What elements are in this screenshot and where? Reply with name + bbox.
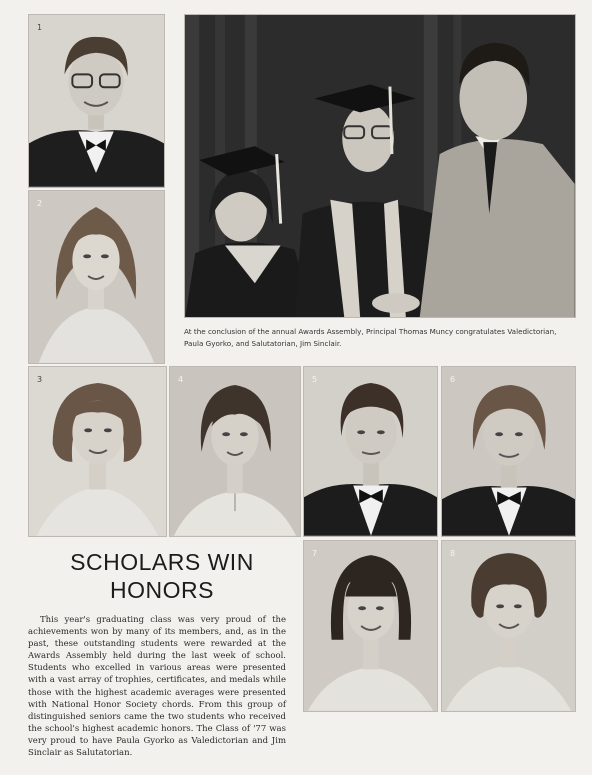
headline-line-1: SCHOLARS WIN bbox=[70, 549, 254, 575]
portrait-image bbox=[304, 541, 437, 711]
portrait-number: 2 bbox=[37, 199, 43, 208]
portrait-7 bbox=[303, 540, 438, 712]
main-photo-image bbox=[185, 15, 575, 317]
article-body: This year's graduating class was very proud of the achievements won by many of its members, and, as in the past, these outstanding students were rewarded at the Awards Assembly held during the last week of school. Students who excelled in various areas were presented with a vast array of trophies, certificates, and medals while those with the highest academic averages were presented with National Honor Society chords. From this group of distinguished seniors came the two students who received the school's highest academic honors. The Class of '77 was very proud to have Paula Gyorko as Valedictorian and Jim Sinclair as Salutatorian. bbox=[28, 615, 286, 759]
portrait-number: 3 bbox=[37, 375, 43, 384]
article-headline bbox=[28, 548, 296, 604]
portrait-image bbox=[29, 367, 166, 536]
portrait-1 bbox=[28, 14, 165, 188]
headline-line-2: HONORS bbox=[110, 577, 214, 603]
portrait-image bbox=[29, 191, 164, 363]
portrait-image bbox=[442, 367, 575, 536]
portrait-number: 6 bbox=[450, 375, 456, 384]
portrait-2 bbox=[28, 190, 165, 364]
portrait-number: 5 bbox=[312, 375, 318, 384]
portrait-6 bbox=[441, 366, 576, 537]
portrait-number: 1 bbox=[37, 23, 43, 32]
portrait-5 bbox=[303, 366, 438, 537]
main-photo bbox=[184, 14, 576, 318]
portrait-3 bbox=[28, 366, 167, 537]
portrait-number: 4 bbox=[178, 375, 184, 384]
photo-caption: At the conclusion of the annual Awards Assembly, Principal Thomas Muncy congratulates Valedictorian, Paula Gyorko, and Salutatorian, Jim Sinclair. bbox=[184, 327, 557, 348]
portrait-image bbox=[170, 367, 300, 536]
portrait-image bbox=[304, 367, 437, 536]
portrait-number: 8 bbox=[450, 549, 456, 558]
portrait-number: 7 bbox=[312, 549, 318, 558]
portrait-image bbox=[442, 541, 575, 711]
portrait-4 bbox=[169, 366, 301, 537]
portrait-8 bbox=[441, 540, 576, 712]
portrait-image bbox=[29, 15, 164, 187]
